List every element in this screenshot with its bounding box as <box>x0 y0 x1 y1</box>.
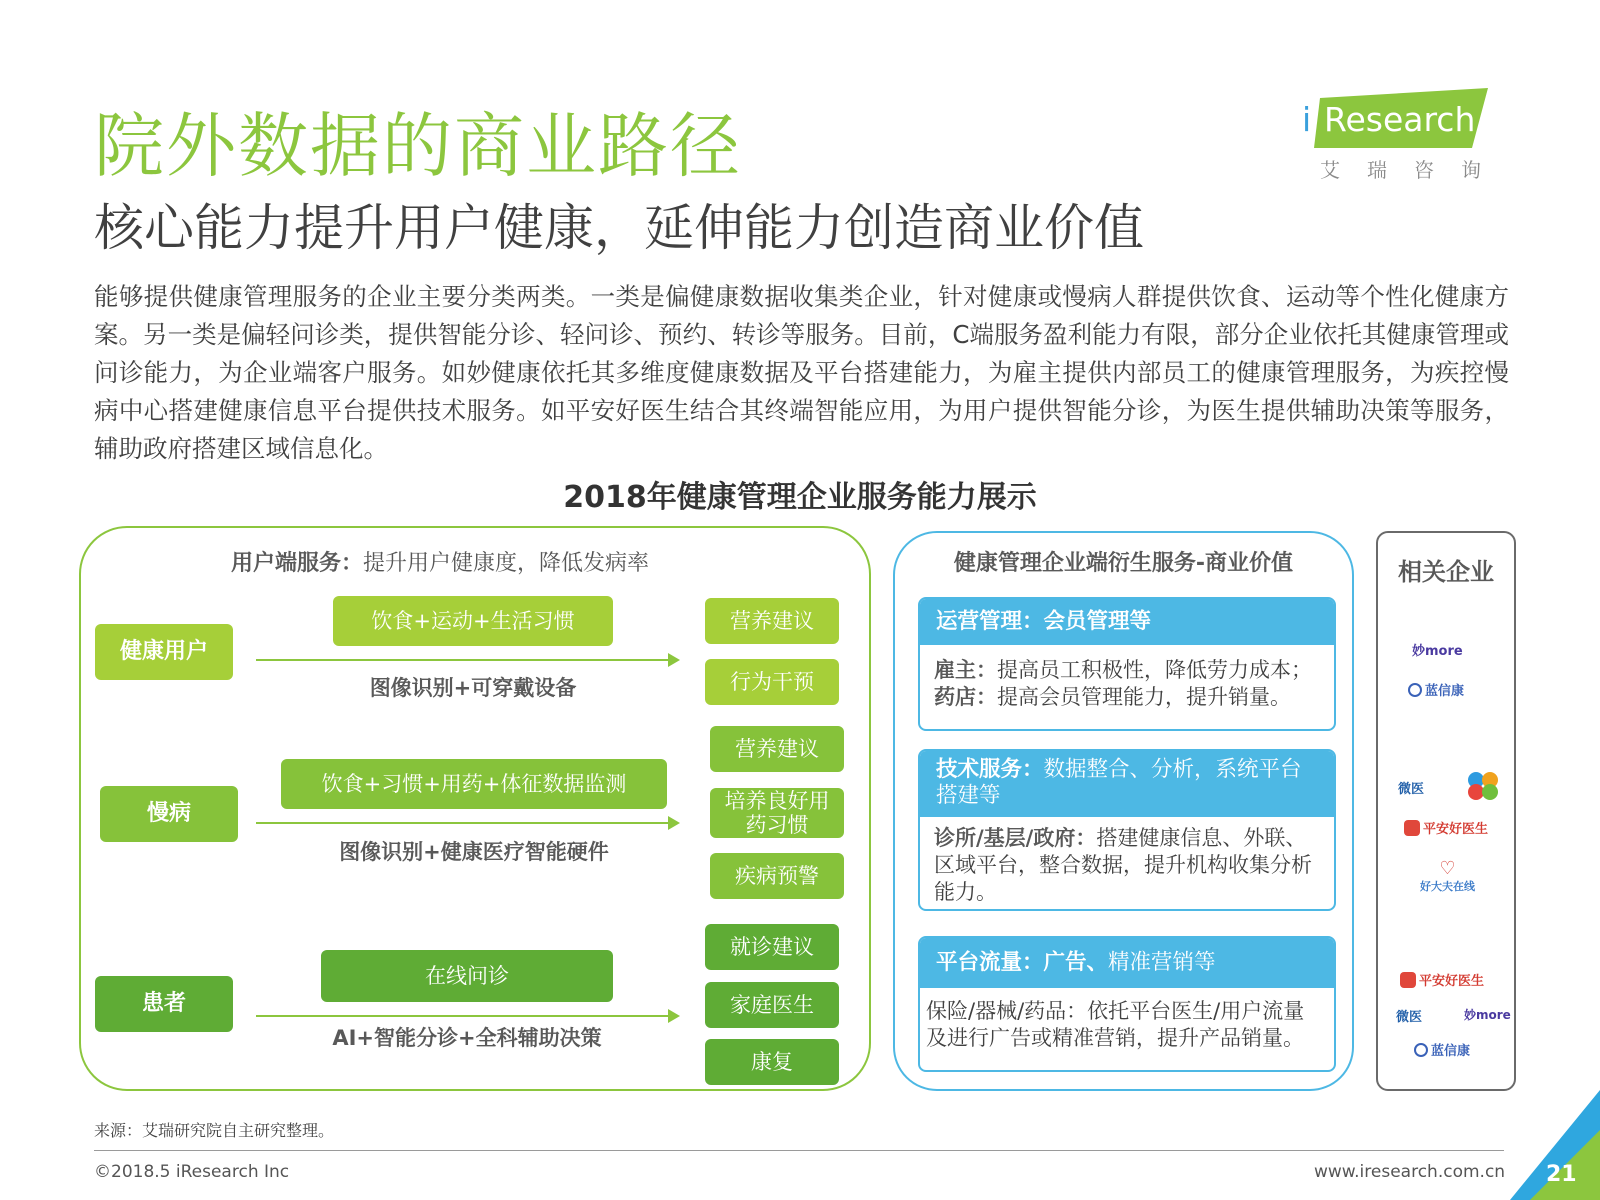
website-url: www.iresearch.com.cn <box>1314 1162 1506 1182</box>
line-text: 提高会员管理能力，提升销量。 <box>997 685 1291 709</box>
logo-text: 蓝信康 <box>1431 1044 1471 1059</box>
pingan-logo-1 <box>1404 818 1488 837</box>
box-technology-body <box>920 817 1334 911</box>
enterprise-services-heading: 健康管理企业端衍生服务-商业价值 <box>953 551 1294 576</box>
page-number: 21 <box>1546 1162 1577 1187</box>
box-technology-head-text: 数据整合、分析，系统平台搭建等 <box>936 757 1302 808</box>
outcome-medication: 培养良好用药习惯 <box>710 788 844 838</box>
service-chronic: 饮食+习惯+用药+体征数据监测 <box>281 759 667 809</box>
miao-health-logo-2 <box>1464 1006 1511 1023</box>
logo-text: 微医 <box>1398 782 1425 797</box>
user-services-heading-bold: 用户端服务： <box>230 551 363 576</box>
lanxin-mark <box>1408 683 1422 697</box>
weiyi-logo-2 <box>1396 1006 1422 1025</box>
box-traffic-head-bold: 平台流量：广告、 <box>936 950 1109 975</box>
iresearch-logo <box>1300 86 1520 186</box>
category-chronic: 慢病 <box>100 786 238 842</box>
intro-paragraph: 能够提供健康管理服务的企业主要分类两类。一类是偏健康数据收集类企业，针对健康或慢病人群提供饮食、运动等个性化健康方案。另一类是偏轻问诊类，提供智能分诊、轻问诊、预约、转诊等服务。目前，C端服务盈利能力有限，部分企业依托其健康管理或问诊能力，为企业端客户服务。如妙健康依托其多维度健康数据及平台搭建能力，为雇主提供内部员工的健康管理服务，为疾控慢病中心搭建健康信息平台提供技术服务。如平安好医生结合其终端智能应用，为用户提供智能分诊，为医生提供辅助决策等服务，辅助政府搭建区域信息化。 <box>94 282 1509 463</box>
logo-word: Research <box>1324 100 1476 139</box>
footer-divider <box>94 1150 1504 1151</box>
outcome-nutrition-1: 营养建议 <box>705 598 839 644</box>
page-title: 院外数据的商业路径 <box>94 105 742 187</box>
arrow-chronic <box>256 822 678 824</box>
box-operations-line-1 <box>934 657 1320 684</box>
haodf-logo <box>1420 860 1475 894</box>
box-technology-head <box>920 751 1334 817</box>
lanxinkang-logo <box>1408 680 1464 699</box>
pingan-logo-2 <box>1400 970 1484 989</box>
weiyi-logo-1 <box>1398 778 1424 797</box>
tech-healthy-users: 图像识别+可穿戴设备 <box>369 676 577 700</box>
line-label: 雇主： <box>934 658 997 682</box>
page-subtitle: 核心能力提升用户健康，延伸能力创造商业价值 <box>94 199 1144 257</box>
arrow-healthy-users <box>256 659 678 661</box>
box-technology <box>918 749 1336 911</box>
related-companies-heading: 相关企业 <box>1398 558 1494 586</box>
box-technology-head-bold: 技术服务： <box>936 757 1044 782</box>
outcome-warning: 疾病预警 <box>710 853 844 899</box>
arrow-patients <box>256 1015 678 1017</box>
user-services-heading <box>190 546 690 577</box>
box-operations-line-2 <box>934 684 1320 711</box>
tech-patients: AI+智能分诊+全科辅助决策 <box>332 1026 602 1050</box>
lanxinkang-logo-2 <box>1414 1040 1470 1059</box>
logo-chinese: 艾瑞咨询 <box>1320 158 1508 182</box>
box-operations-head <box>920 599 1334 645</box>
user-services-heading-text: 提升用户健康度，降低发病率 <box>363 551 650 576</box>
box-traffic-head-text: 精准营销等 <box>1108 950 1216 975</box>
colorful-logo-mark <box>1466 770 1500 802</box>
box-operations-head-bold: 运营管理：会员管理等 <box>936 609 1152 634</box>
line-text: 提高员工积极性，降低劳力成本； <box>997 658 1312 682</box>
box-traffic-head <box>920 938 1334 988</box>
source-note: 来源：艾瑞研究院自主研究整理。 <box>94 1121 335 1140</box>
logo-text: 妙more <box>1412 644 1463 659</box>
outcome-visit: 就诊建议 <box>705 924 839 970</box>
outcome-nutrition-2: 营养建议 <box>710 726 844 772</box>
box-operations-body <box>920 645 1334 719</box>
pingan-mark <box>1404 820 1420 836</box>
box-traffic <box>918 936 1336 1072</box>
pingan-mark <box>1400 972 1416 988</box>
colorful-company-logo <box>1466 770 1500 802</box>
outcome-behavior: 行为干预 <box>705 659 839 705</box>
line-text: 搭建健康信息、外联、区域平台，整合数据，提升机构收集分析能力。 <box>934 826 1312 904</box>
logo-i: i <box>1302 100 1312 139</box>
box-operations <box>918 597 1336 731</box>
category-healthy-users: 健康用户 <box>95 624 233 680</box>
logo-text: 平安好医生 <box>1423 822 1489 837</box>
line-label: 诊所/基层/政府： <box>934 826 1097 850</box>
logo-text: 微医 <box>1396 1010 1423 1025</box>
copyright: ©2018.5 iResearch Inc <box>94 1162 290 1182</box>
category-patients: 患者 <box>95 976 233 1032</box>
logo-text: 蓝信康 <box>1425 684 1465 699</box>
tech-chronic: 图像识别+健康医疗智能硬件 <box>339 840 609 864</box>
line-text: 保险/器械/药品：依托平台医生/用户流量及进行广告或精准营销，提升产品销量。 <box>926 999 1305 1050</box>
line-label: 药店： <box>934 685 997 709</box>
lanxin-mark <box>1414 1043 1428 1057</box>
logo-text: 平安好医生 <box>1419 974 1485 989</box>
chart-title: 2018年健康管理企业服务能力展示 <box>563 480 1037 515</box>
service-patients: 在线问诊 <box>321 950 613 1002</box>
logo-text: 好大夫在线 <box>1420 880 1475 893</box>
outcome-rehab: 康复 <box>705 1039 839 1085</box>
logo-text: 妙more <box>1464 1008 1511 1022</box>
heart-icon: ♡ <box>1439 858 1456 879</box>
service-healthy-users: 饮食+运动+生活习惯 <box>333 596 613 646</box>
miao-health-logo <box>1412 640 1463 659</box>
outcome-family-doctor: 家庭医生 <box>705 982 839 1028</box>
box-traffic-body <box>920 988 1334 1060</box>
